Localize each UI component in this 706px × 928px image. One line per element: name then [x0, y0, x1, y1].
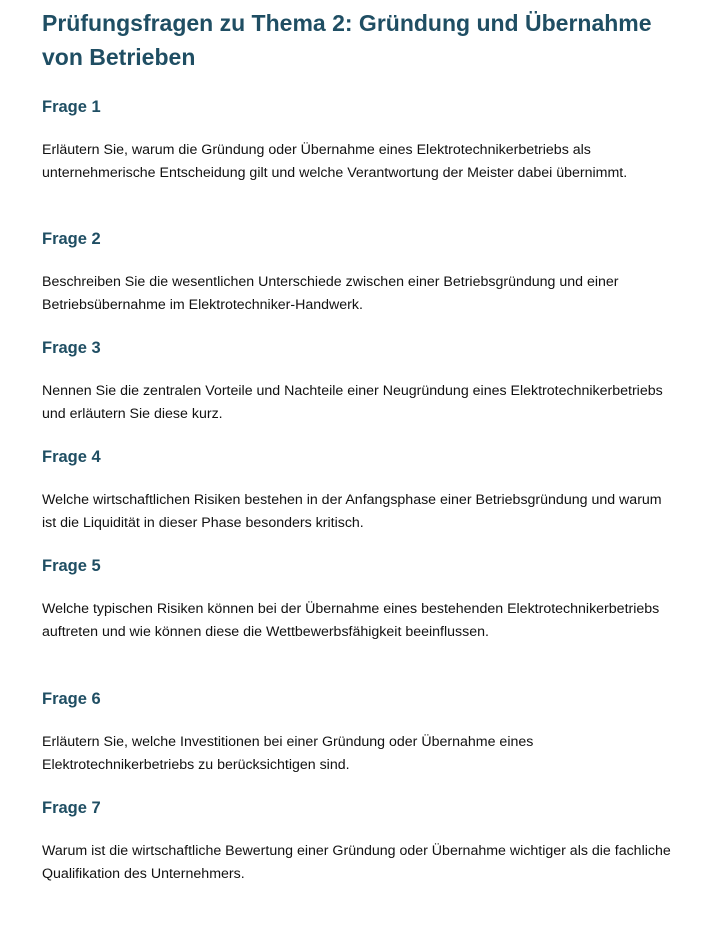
question-6-text: Erläutern Sie, welche Investitionen bei einer Gründung oder Übernahme eines Elektrotechnikerbetriebs zu berücksichtigen sind. [42, 734, 534, 773]
question-7-heading: Frage 7 [42, 799, 101, 817]
question-3-text: Nennen Sie die zentralen Vorteile und Nachteile einer Neugründung eines Elektrotechnikerbetriebs und erläutern Sie diese kurz. [42, 383, 663, 422]
question-3-heading: Frage 3 [42, 339, 101, 357]
question-1-heading: Frage 1 [42, 98, 101, 116]
question-4-text: Welche wirtschaftlichen Risiken bestehen in der Anfangsphase einer Betriebsgründung und warum ist die Liquidität in dieser Phase besonders kritisch. [42, 492, 662, 531]
question-5-text: Welche typischen Risiken können bei der Übernahme eines bestehenden Elektrotechnikerbetriebs auftreten und wie können diese die Wettbewerbsfähigkeit beeinflussen. [42, 601, 660, 640]
question-5-heading: Frage 5 [42, 557, 101, 575]
question-2-text: Beschreiben Sie die wesentlichen Unterschiede zwischen einer Betriebsgründung und einer Betriebsübernahme im Elektrotechniker-Handwerk. [42, 274, 619, 313]
question-6-heading: Frage 6 [42, 690, 101, 708]
question-1-text: Erläutern Sie, warum die Gründung oder Übernahme eines Elektrotechnikerbetriebs als unternehmerische Entscheidung gilt und welche Verantwortung der Meister dabei übernimmt. [42, 142, 628, 181]
question-2-heading: Frage 2 [42, 230, 101, 248]
document-title: Prüfungsfragen zu Thema 2: Gründung und Übernahme von Betrieben [42, 10, 652, 70]
question-4-heading: Frage 4 [42, 448, 101, 466]
question-7-text: Warum ist die wirtschaftliche Bewertung einer Gründung oder Übernahme wichtiger als die fachliche Qualifikation des Unternehmers. [42, 843, 671, 882]
